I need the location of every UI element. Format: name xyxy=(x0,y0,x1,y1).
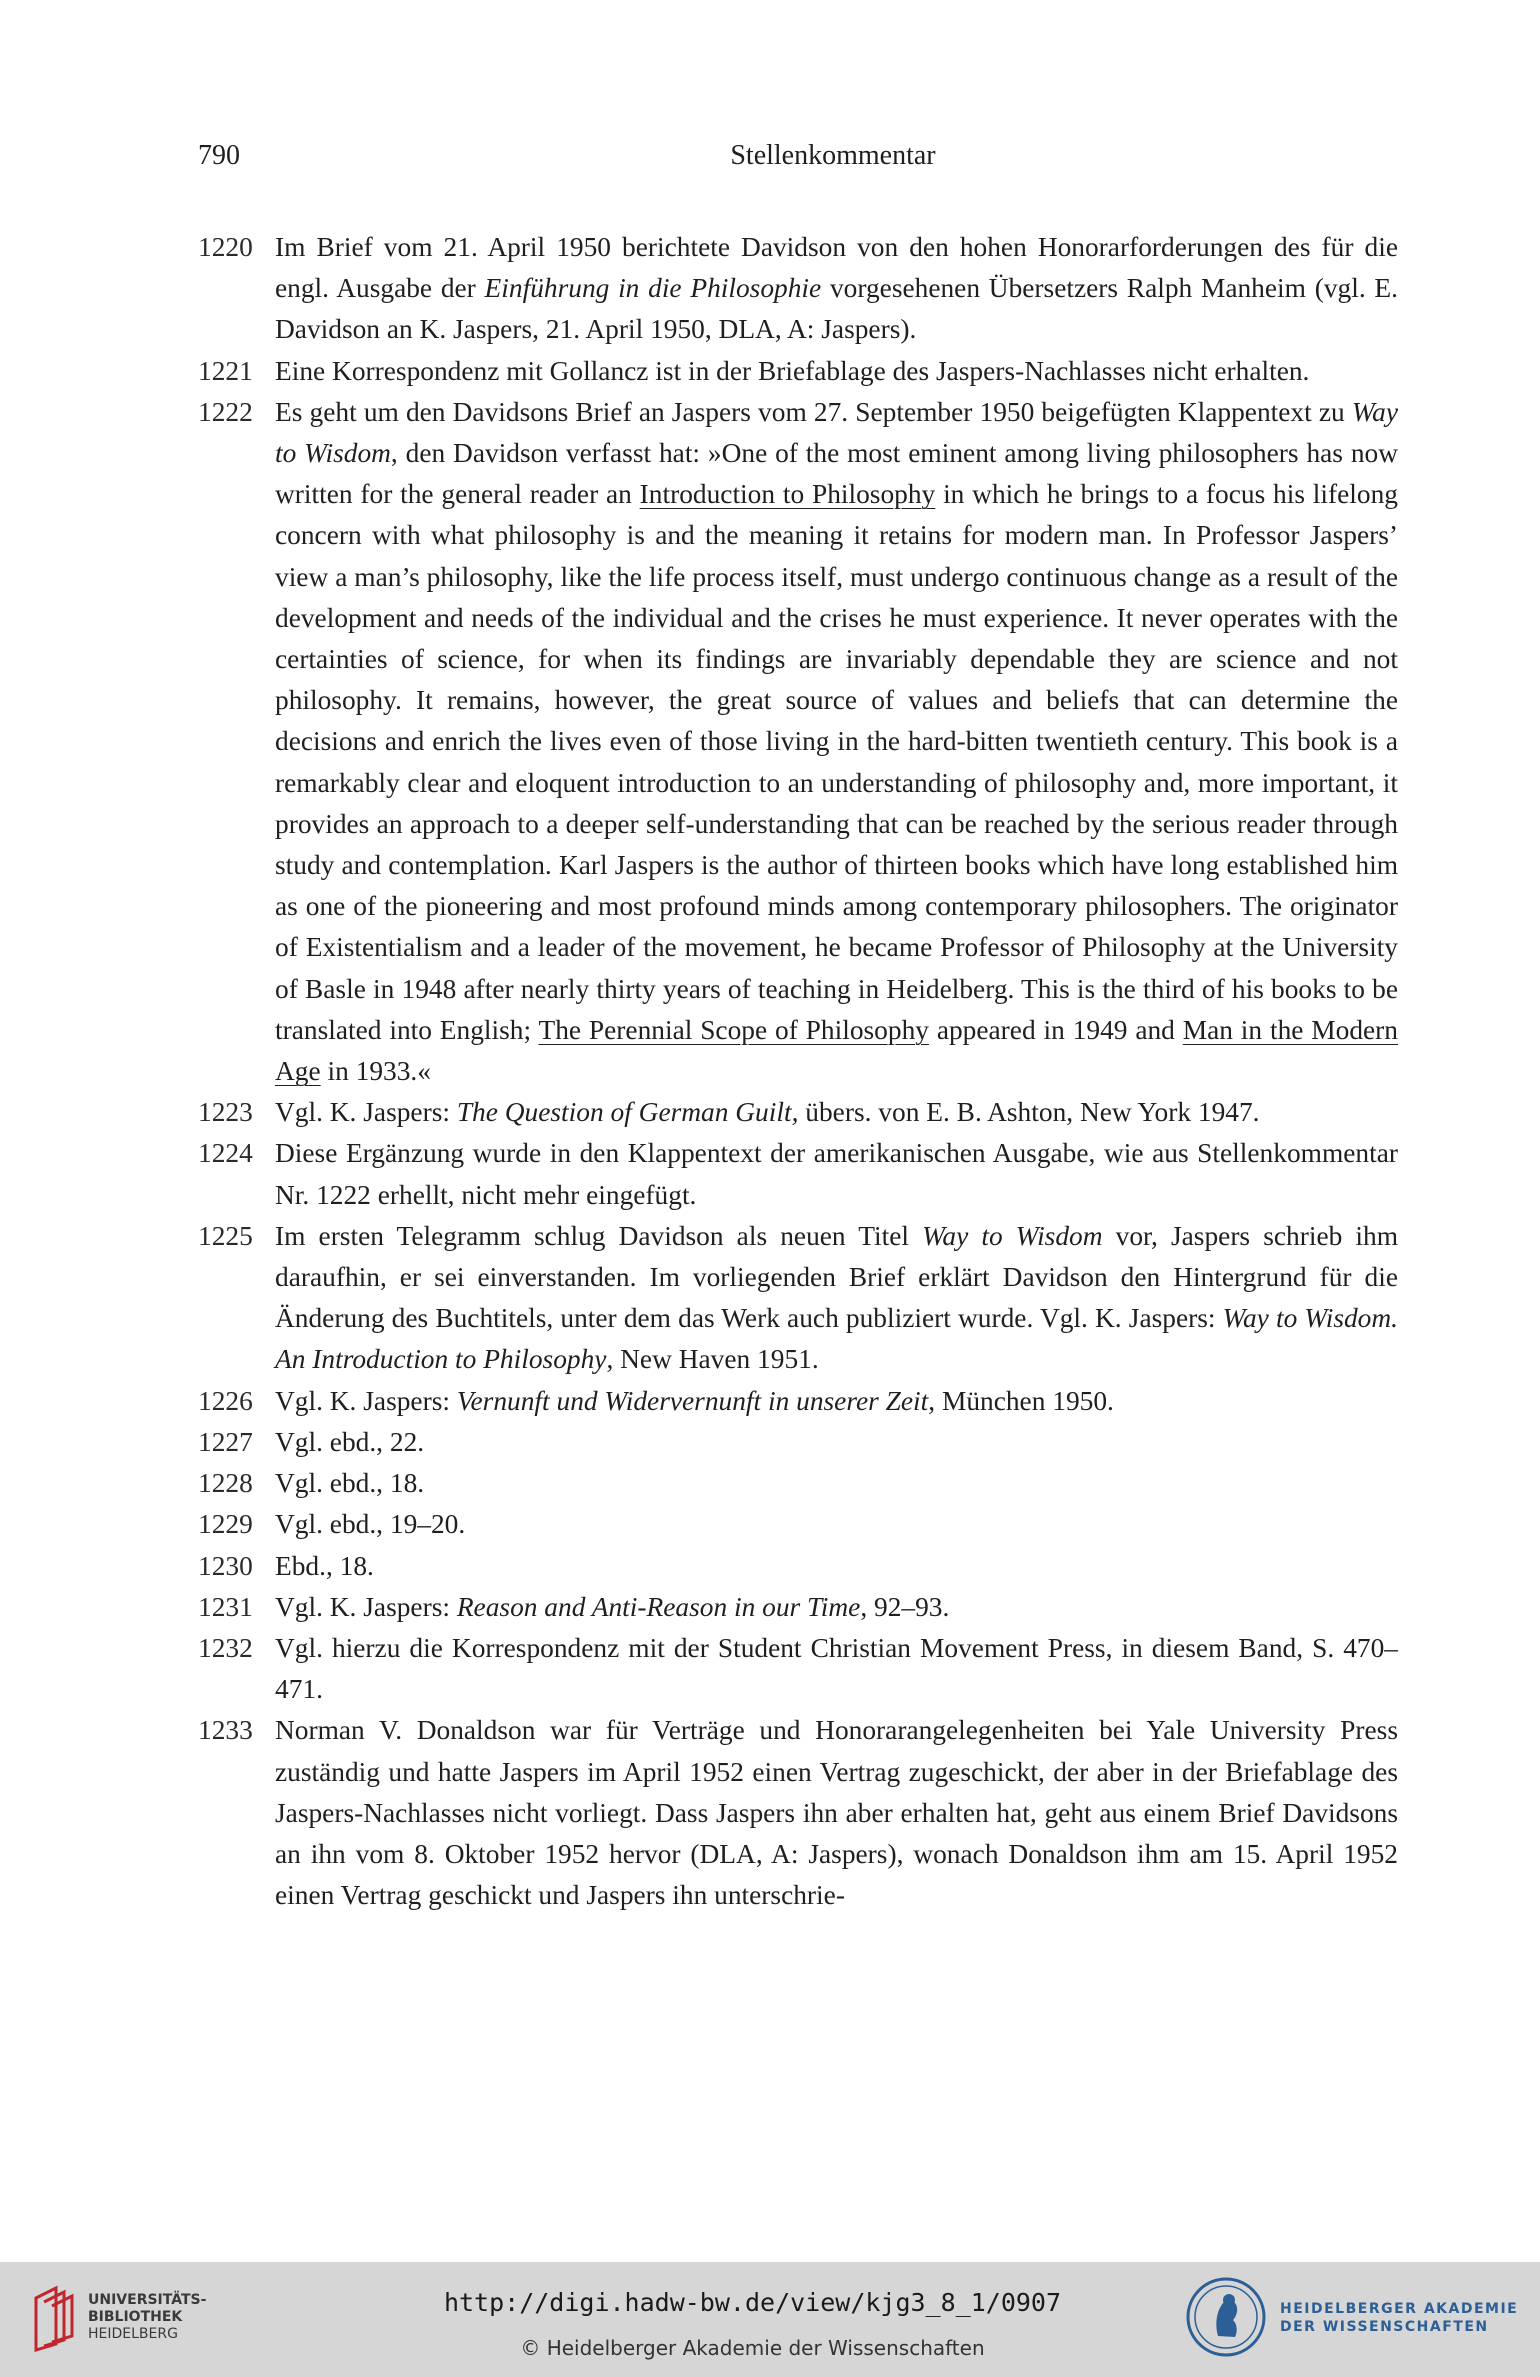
note-entry xyxy=(198,1628,1398,1710)
note-number: 1229 xyxy=(198,1509,253,1540)
note-number: 1227 xyxy=(198,1426,253,1457)
note-text xyxy=(275,1133,1398,1215)
note-text xyxy=(275,1092,1398,1133)
note-text xyxy=(275,1422,1398,1463)
note-text-run: Es geht um den Davidsons Brief an Jaspers vom 27. September 1950 beigefügten Klappentext zu xyxy=(275,396,1352,427)
note-text xyxy=(275,227,1398,351)
note-entry xyxy=(198,1587,1398,1628)
note-text-run: Im ersten Telegramm schlug Davidson als neuen Titel xyxy=(275,1220,923,1251)
italic-title: Reason and Anti-Reason in our Time xyxy=(456,1591,861,1622)
note-text-run: vor, Jaspers schrieb ihm daraufhin, er sei einverstanden. Im vorliegenden Brief erklärt Davidson den Hintergrund für die Änderung des Buchtitels, unter dem das Werk auch publiziert wurde. Vgl. K. Jaspers: xyxy=(275,1220,1399,1334)
running-head xyxy=(198,140,1398,180)
note-text xyxy=(275,1546,1398,1587)
note-text-run: , den Davidson verfasst hat: »One of the most eminent among living philosophers has now written for the general reader an xyxy=(275,438,1398,510)
page-number: 790 xyxy=(198,140,240,171)
note-text-run: Vgl. K. Jaspers: xyxy=(275,1591,457,1622)
note-text-run: , New Haven 1951. xyxy=(606,1344,819,1375)
note-text-run: Im Brief vom 21. April 1950 berichtete Davidson von den hohen Honorarforderungen des für die engl. Ausgabe der xyxy=(275,232,1398,304)
italic-title: Way to Wisdom xyxy=(275,396,1398,469)
note-number: 1231 xyxy=(198,1591,253,1622)
note-entry xyxy=(198,1381,1398,1422)
note-number: 1233 xyxy=(198,1715,253,1746)
underlined-title: Man in the Modern Age xyxy=(275,1014,1398,1087)
note-text-run: in which he brings to a focus his lifelong concern with what philosophy is and the meaning it retains for modern man. In Professor Jaspers’ view a man’s philosophy, like the life process itself, must undergo continuous change as a result of the development and needs of the individual and the crises he must experience. It never operates with the certainties of science, for when its findings are invariably dependable they are science and not philosophy. It remains, however, the great source of values and beliefs that can determine the decisions and enrich the lives even of those living in the hard-bitten twentieth century. This book is a remarkably clear and eloquent introduction to an understanding of philosophy and, more important, it provides an approach to a deeper self-understanding that can be reached by the serious reader through study and contemplation. Karl Jaspers is the author of thirteen books which have long established him as one of the pioneering and most profound minds among contemporary philosophers. The originator of Existentialism and a leader of the movement, he became Professor of Philosophy at the University of Basle in 1948 after nearly thirty years of teaching in Heidelberg. This is the third of his books to be translated into English; xyxy=(275,479,1399,1045)
note-entry xyxy=(198,1092,1398,1133)
note-number: 1223 xyxy=(198,1097,253,1128)
note-number: 1222 xyxy=(198,396,253,427)
note-text xyxy=(275,351,1398,392)
note-entry xyxy=(198,1710,1398,1916)
note-number: 1224 xyxy=(198,1138,253,1169)
italic-title: Way to Wisdom xyxy=(922,1220,1103,1251)
italic-title: The Question of German Guilt, xyxy=(456,1097,799,1128)
note-number: 1221 xyxy=(198,355,253,386)
note-text xyxy=(275,1463,1398,1504)
permalink-url[interactable]: http://digi.hadw-bw.de/view/kjg3_8_1/0907 xyxy=(443,2288,1062,2317)
note-text xyxy=(275,1710,1398,1916)
note-entry xyxy=(198,1546,1398,1587)
note-entry xyxy=(198,1133,1398,1215)
note-text-run: Vgl. ebd., 19–20. xyxy=(275,1509,466,1540)
note-text-run: Eine Korrespondenz mit Gollancz ist in der Briefablage des Jaspers-Nachlasses nicht erhalten. xyxy=(275,355,1310,386)
note-text xyxy=(275,1504,1398,1545)
note-text-run: , 92–93. xyxy=(860,1591,950,1622)
note-text-run: übers. von E. B. Ashton, New York 1947. xyxy=(798,1097,1260,1128)
university-library-logo-text: UNIVERSITÄTS- BIBLIOTHEK HEIDELBERG xyxy=(88,2292,207,2342)
note-text xyxy=(275,1628,1398,1710)
note-text-run: , München 1950. xyxy=(928,1385,1114,1416)
note-number: 1232 xyxy=(198,1632,253,1663)
underlined-title: Introduction to Philosophy xyxy=(639,479,936,510)
note-text-run: Vgl. hierzu die Korrespondenz mit der Student Christian Movement Press, in diesem Band, S. 470–471. xyxy=(275,1632,1398,1705)
note-number: 1225 xyxy=(198,1220,253,1251)
page-title: Stellenkommentar xyxy=(730,140,936,171)
note-entry xyxy=(198,351,1398,392)
note-number: 1228 xyxy=(198,1468,253,1499)
note-text-run: Ebd., 18. xyxy=(275,1550,374,1581)
note-text-run: Norman V. Donaldson war für Verträge und Honorarangelegenheiten bei Yale University Press zuständig und hatte Jaspers im April 1952 einen Vertrag zugeschickt, der aber in der Briefablage des Jaspers-Nachlasses nicht vorliegt. Dass Jaspers ihn aber erhalten hat, geht aus einem Brief Davidsons an ihn vom 8. Oktober 1952 hervor (DLA, A: Jaspers), wonach Donaldson ihm am 15. April 1952 einen Vertrag geschickt und Jaspers ihn unterschrie- xyxy=(275,1715,1398,1911)
italic-title: Vernunft und Widervernunft in unserer Zeit xyxy=(456,1385,929,1416)
academy-logo-text: HEIDELBERGER AKADEMIE DER WISSENSCHAFTEN xyxy=(1280,2301,1519,2335)
underlined-title: The Perennial Scope of Philosophy xyxy=(538,1014,929,1045)
note-entry xyxy=(198,1422,1398,1463)
italic-title: Way to Wisdom. An Introduction to Philosophy xyxy=(275,1303,1399,1375)
note-entry xyxy=(198,227,1398,351)
note-text xyxy=(275,1381,1398,1422)
note-entry xyxy=(198,1463,1398,1504)
note-text xyxy=(275,392,1398,1092)
note-text xyxy=(275,1216,1398,1381)
note-text-run: Diese Ergänzung wurde in den Klappentext der amerikanischen Ausgabe, wie aus Stellenkommentar Nr. 1222 erhellt, nicht mehr eingefügt. xyxy=(275,1138,1398,1210)
note-text-run: Vgl. K. Jaspers: xyxy=(275,1097,457,1128)
note-text-run: Vgl. ebd., 22. xyxy=(275,1426,425,1457)
note-text-run: in 1933.« xyxy=(320,1056,431,1087)
note-text xyxy=(275,1587,1398,1628)
italic-title: Einführung in die Philosophie xyxy=(484,273,822,304)
note-entry xyxy=(198,392,1398,1092)
note-entry xyxy=(198,1504,1398,1545)
note-number: 1230 xyxy=(198,1550,253,1581)
note-text-run: Vgl. K. Jaspers: xyxy=(275,1385,457,1416)
commentary-notes xyxy=(198,227,1398,1916)
note-number: 1226 xyxy=(198,1385,253,1416)
note-number: 1220 xyxy=(198,232,253,262)
note-text-run: Vgl. ebd., 18. xyxy=(275,1468,425,1499)
note-text-run: appeared in 1949 and xyxy=(928,1014,1183,1045)
footer-bar xyxy=(0,2262,1540,2377)
academy-seal-icon xyxy=(1185,2276,1267,2358)
note-text-run: vorgesehenen Übersetzers Ralph Manheim (vgl. E. Davidson an K. Jaspers, 21. April 1950, DLA, A: Jaspers). xyxy=(275,273,1398,345)
note-entry xyxy=(198,1216,1398,1381)
copyright-notice: © Heidelberger Akademie der Wissenschaften xyxy=(520,2336,985,2360)
